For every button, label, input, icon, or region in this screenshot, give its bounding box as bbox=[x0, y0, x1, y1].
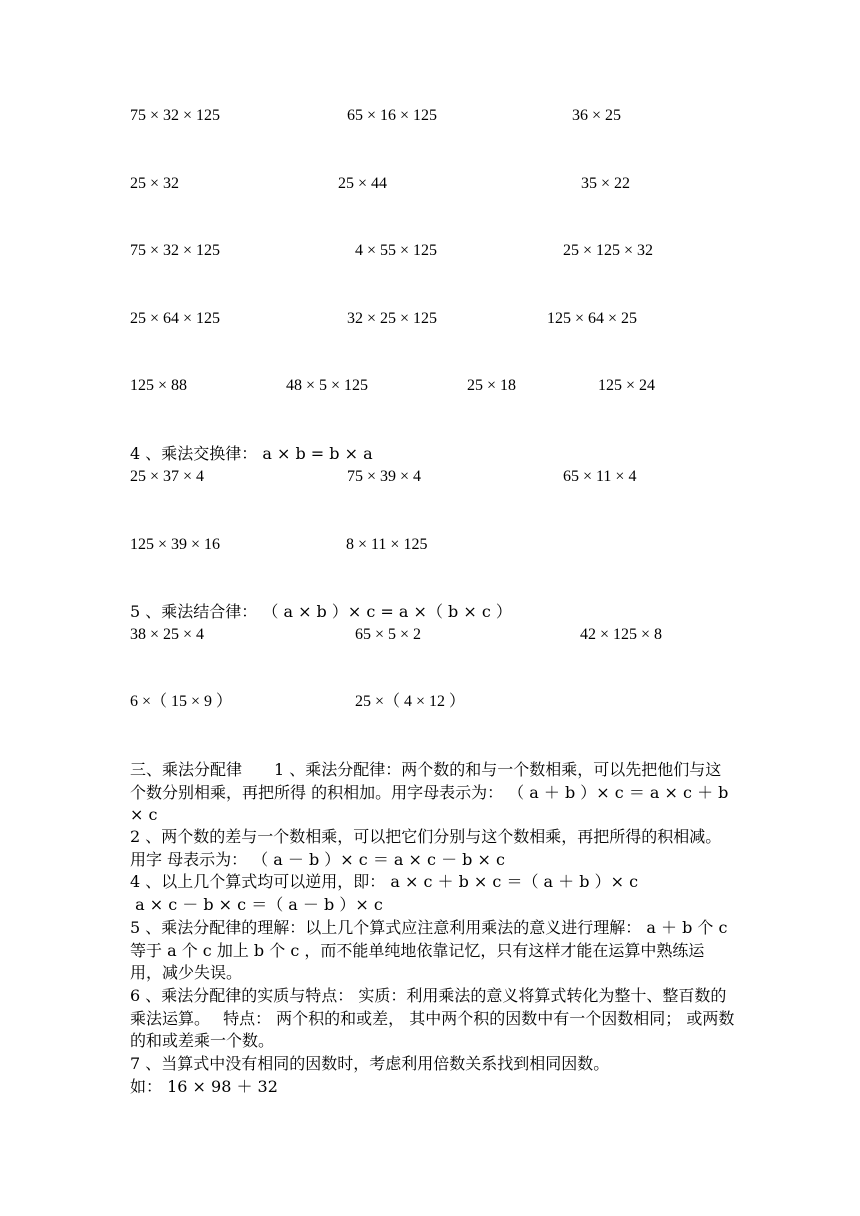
expression: 75 × 32 × 125 bbox=[130, 242, 221, 259]
paragraph-line: 4 、以上几个算式均可以逆用，即： a × c ＋ b × c ＝（ a ＋ b ）× c bbox=[130, 872, 639, 891]
section-heading: 5 、乘法结合律： （ a × b ）× c = a ×（ b × c ） bbox=[130, 602, 512, 621]
expression: 25 ×（ 4 × 12 ） bbox=[355, 693, 466, 710]
expression: 25 × 18 bbox=[467, 377, 517, 394]
expression: 125 × 39 × 16 bbox=[130, 536, 221, 553]
expression: 36 × 25 bbox=[572, 107, 622, 124]
paragraph-line: 7 、当算式中没有相同的因数时，考虑利用倍数关系找到相同因数。 bbox=[130, 1054, 610, 1073]
section-heading: 4 、乘法交换律： a × b = b × a bbox=[130, 444, 373, 463]
expression: 35 × 22 bbox=[581, 175, 631, 192]
paragraph-line: a × c － b × c ＝（ a － b ）× c bbox=[130, 895, 383, 914]
expression: 38 × 25 × 4 bbox=[130, 626, 205, 643]
paragraph: 三、乘法分配律 1 、乘法分配律：两个数的和与一个数相乘，可以先把他们与这个数分别相乘，再把所得 的积相加。用字母表示为： （ a ＋ b ）× c ＝ a × c ＋ b × c bbox=[130, 760, 729, 824]
expression: 6 ×（ 15 × 9 ） bbox=[130, 693, 233, 710]
expression: 65 × 16 × 125 bbox=[347, 107, 438, 124]
expression: 25 × 44 bbox=[338, 175, 388, 192]
expression: 75 × 32 × 125 bbox=[130, 107, 221, 124]
paragraph: 2 、两个数的差与一个数相乘，可以把它们分别与这个数相乘，再把所得的积相减。用字 母表示为： （ a － b ）× c ＝ a × c － b × c bbox=[130, 827, 722, 869]
expression: 125 × 64 × 25 bbox=[547, 310, 638, 327]
paragraph-line: 如： 16 × 98 ＋ 32 bbox=[130, 1077, 278, 1096]
expression: 65 × 5 × 2 bbox=[355, 626, 422, 643]
expression: 125 × 88 bbox=[130, 377, 188, 394]
paragraph: 5 、乘法分配律的理解：以上几个算式应注意利用乘法的意义进行理解： a ＋ b 个 c 等于 a 个 c 加上 b 个 c ，而不能单纯地依靠记忆，只有这样才能在运算中熟练运用，减少失误。 bbox=[130, 918, 728, 982]
expression: 25 × 37 × 4 bbox=[130, 468, 205, 485]
expression: 25 × 64 × 125 bbox=[130, 310, 221, 327]
expression: 65 × 11 × 4 bbox=[563, 468, 637, 485]
expression: 32 × 25 × 125 bbox=[347, 310, 438, 327]
expression: 48 × 5 × 125 bbox=[286, 377, 369, 394]
expression: 125 × 24 bbox=[598, 377, 656, 394]
expression: 25 × 32 bbox=[130, 175, 180, 192]
expression: 8 × 11 × 125 bbox=[346, 536, 428, 553]
expression: 42 × 125 × 8 bbox=[580, 626, 663, 643]
expression: 75 × 39 × 4 bbox=[347, 468, 422, 485]
expression: 4 × 55 × 125 bbox=[355, 242, 438, 259]
paragraph: 6 、乘法分配律的实质与特点： 实质：利用乘法的意义将算式转化为整十、整百数的乘法运算。 特点： 两个积的和或差， 其中两个积的因数中有一个因数相同； 或两数的和或差乘一个数。 bbox=[130, 986, 735, 1050]
expression: 25 × 125 × 32 bbox=[563, 242, 654, 259]
